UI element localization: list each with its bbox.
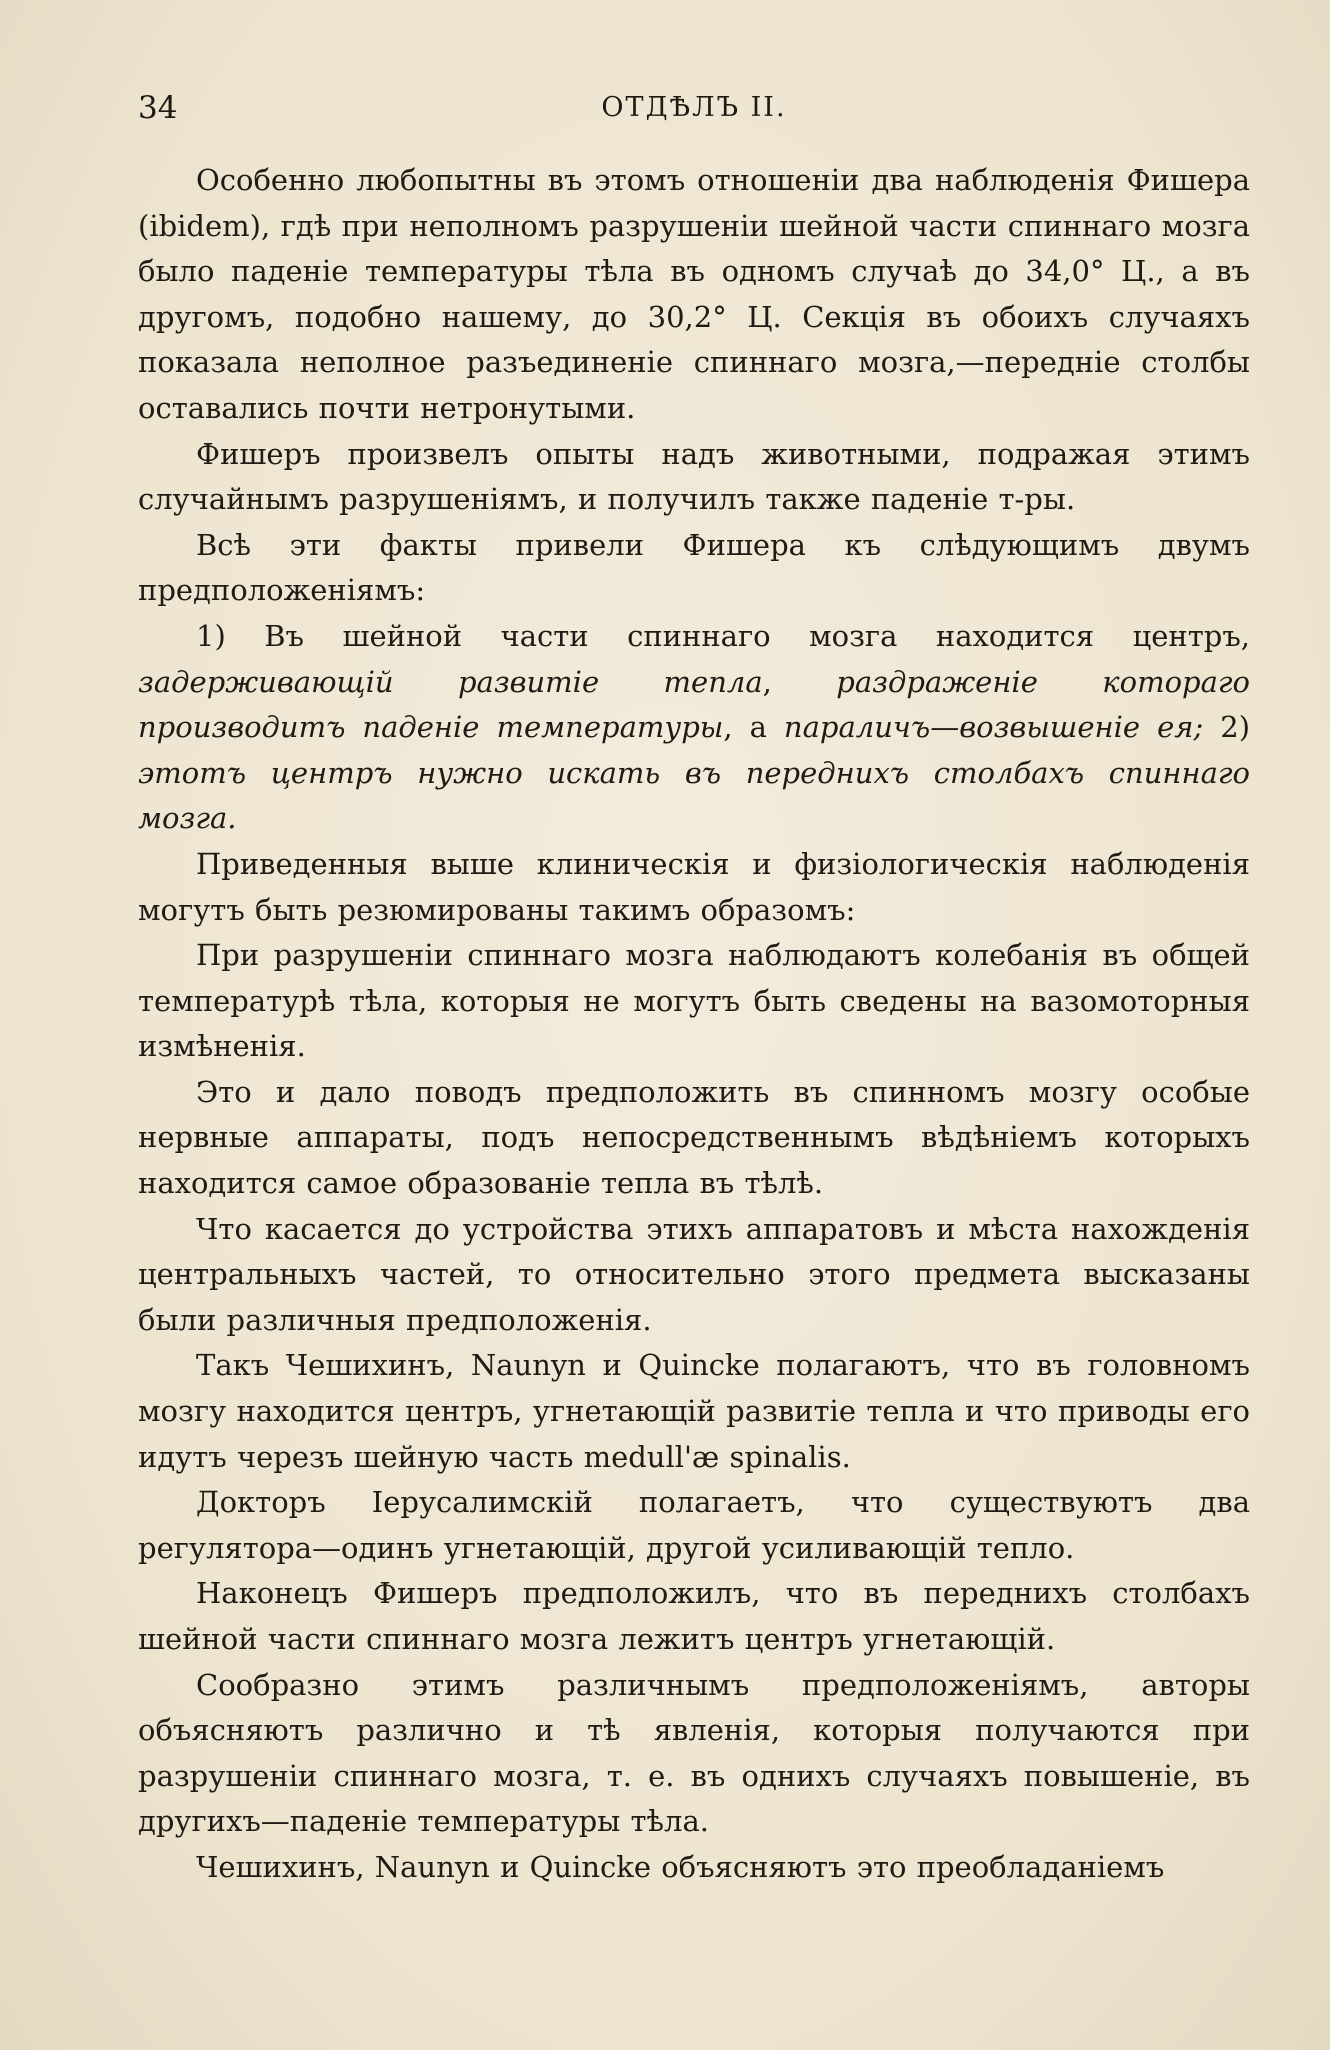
page-header [138, 84, 1250, 132]
paragraph-fischer-observations: Особенно любопытны въ этомъ отношеніи два наблюденія Фишера (ibidem), гдѣ при неполномъ разрушеніи шейной части спиннаго мозга было паденіе температуры тѣла въ одномъ случаѣ до 34,0° Ц., а въ другомъ, подобно нашему, до 30,2° Ц. Секція въ обоихъ случаяхъ показала неполное разъединеніе спиннаго мозга,—передніе столбы оставались почти нетронутыми. [138, 163, 1250, 425]
paragraph-hypotheses [138, 614, 1250, 842]
paragraph-fischer-center: Наконецъ Фишеръ предположилъ, что въ переднихъ столбахъ шейной части спиннаго мозга лежитъ центръ угнетающій. [138, 1576, 1250, 1656]
paragraph-summary-intro: Приведенныя выше клиническія и физіологическія наблюденія могутъ быть резюмированы такимъ образомъ: [138, 846, 1250, 927]
paragraph-central-parts: Что касается до устройства этихъ аппаратовъ и мѣста нахожденія центральныхъ частей, то относительно этого предмета высказаны были различныя предположенія. [138, 1211, 1250, 1337]
hypothesis-italic-c: параличъ—возвышеніе ея; [783, 710, 1204, 745]
hypothesis-italic-b: раздраженіе котораго производитъ паденіе температуры [138, 664, 1250, 745]
hypothesis-sep-c: 2) [1203, 710, 1251, 745]
paragraph-nerve-apparatus: Это и дало поводъ предположить въ спинномъ мозгу особые нервные аппараты, подъ непосредственнымъ вѣдѣніемъ которыхъ находится самое образованіе тепла въ тѣлѣ. [138, 1074, 1250, 1201]
paragraph-fischer-experiments: Фишеръ произвелъ опыты надъ животными, подражая этимъ случайнымъ разрушеніямъ, и получилъ также паденіе т-ры. [138, 436, 1250, 517]
paragraph-continuation: Чешихинъ, Naunyn и Quincke объясняютъ это преобладаніемъ [196, 1849, 1165, 1884]
paragraph-fischer-assumptions: Всѣ эти факты привели Фишера къ слѣдующимъ двумъ предположеніямъ: [138, 527, 1250, 608]
hypothesis-lead: 1) Въ шейной части спиннаго мозга находится центръ, [196, 618, 1250, 653]
hypothesis-italic-d: этотъ центръ нужно искать въ переднихъ столбахъ спиннаго мозга. [138, 755, 1250, 836]
page-number: 34 [138, 90, 178, 126]
body-text [138, 158, 1250, 1891]
hypothesis-sep-b: , а [723, 710, 784, 745]
running-head: ОТДѢЛЪ II. [601, 92, 787, 123]
paragraph-cheshikhin-naunyn-quincke: Такъ Чешихинъ, Naunyn и Quincke полагаютъ, что въ головномъ мозгу находится центръ, угнетающій развитіе тепла и что приводы его идутъ черезъ шейную часть medull'æ spinalis. [138, 1348, 1250, 1474]
hypothesis-sep-a: , [762, 664, 837, 699]
paragraph-jerusalimsky: Докторъ Іерусалимскій полагаетъ, что существуютъ два регулятора—одинъ угнетающій, другой усиливающій тепло. [138, 1485, 1250, 1565]
paragraph-temperature-fluctuations: При разрушеніи спиннаго мозга наблюдаютъ колебанія въ общей температурѣ тѣла, которыя не могутъ быть сведены на вазомоторныя измѣненія. [138, 938, 1250, 1064]
hypothesis-italic-a: задерживающій развитіе тепла [138, 664, 763, 699]
paragraph-authors-explain: Сообразно этимъ различнымъ предположеніямъ, авторы объясняютъ различно и тѣ явленія, которыя получаются при разрушеніи спиннаго мозга, т. е. въ однихъ случаяхъ повышеніе, въ другихъ—паденіе температуры тѣла. [138, 1667, 1250, 1839]
